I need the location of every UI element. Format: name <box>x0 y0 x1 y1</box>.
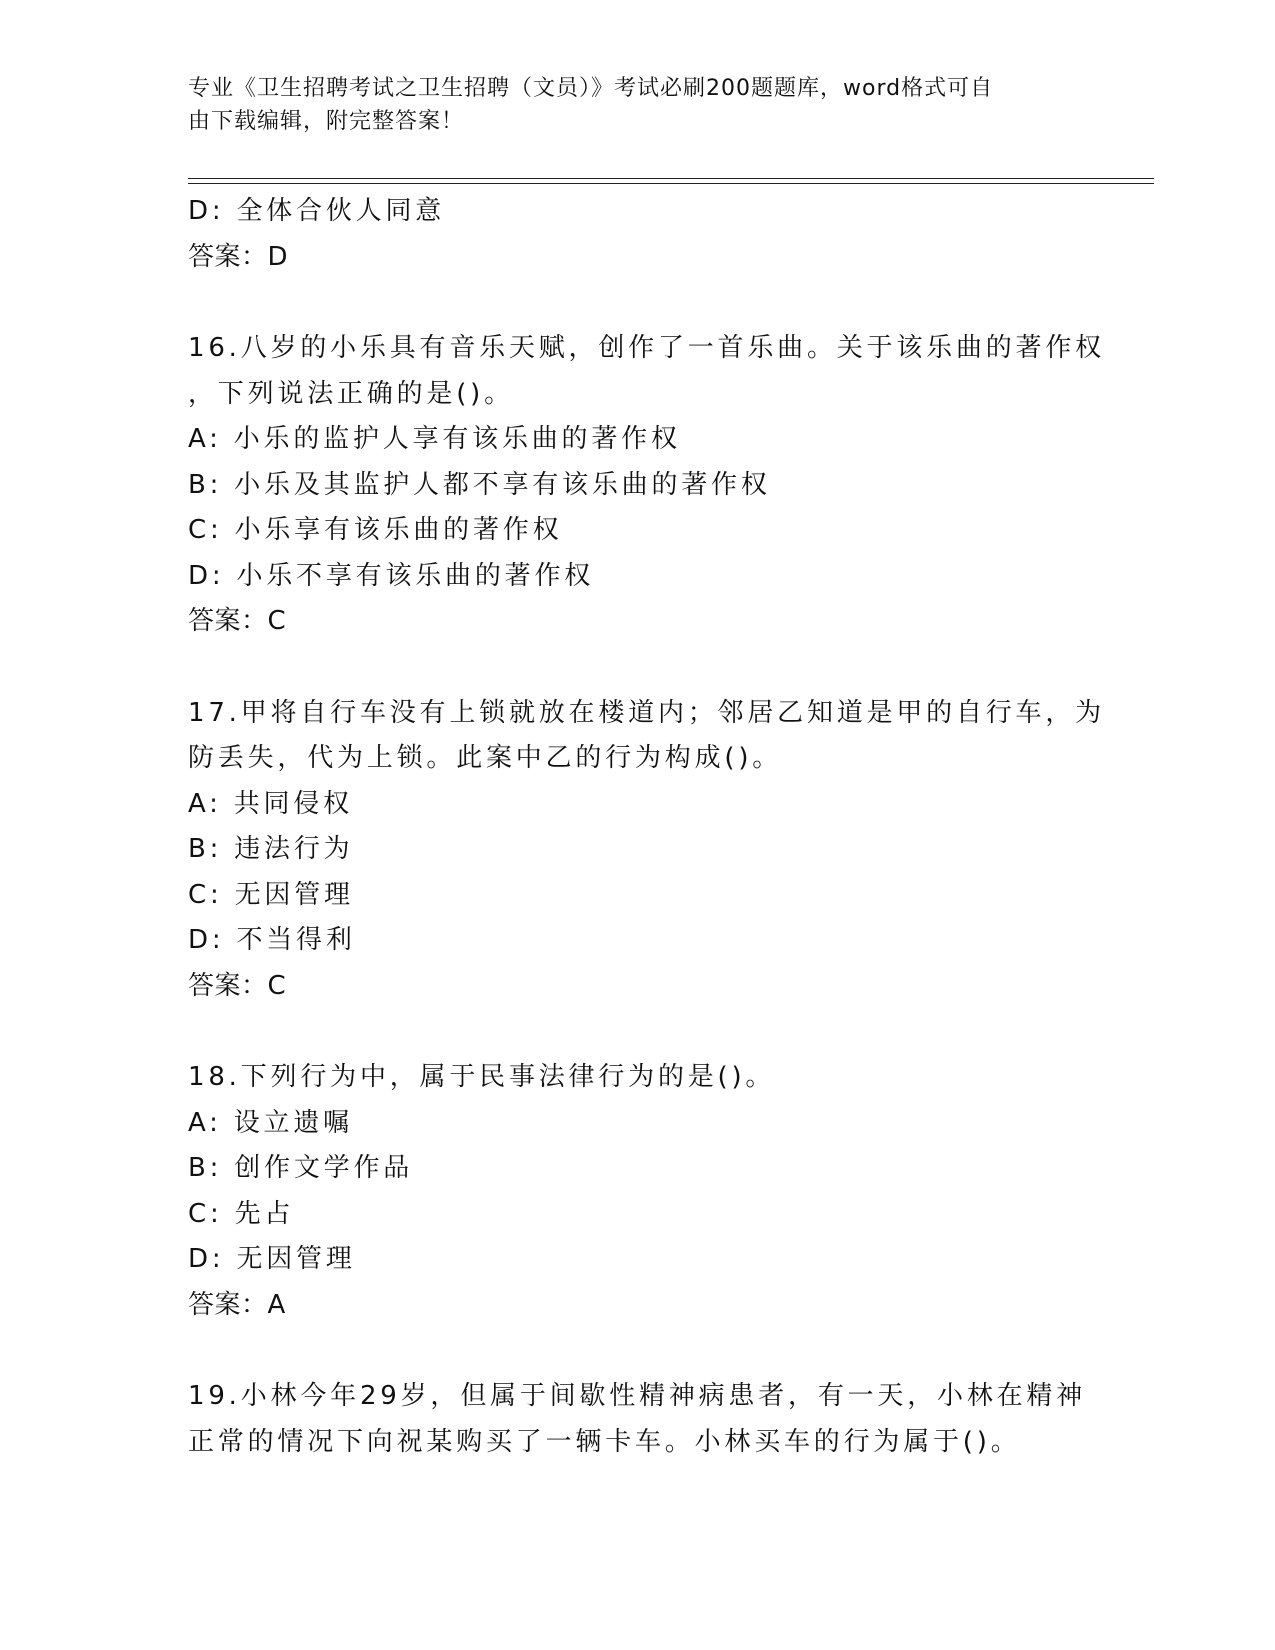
option-d: D: 小乐不享有该乐曲的著作权 <box>188 560 595 591</box>
header-divider-bottom <box>188 183 1154 184</box>
answer: 答案：C <box>188 606 287 636</box>
question-19 <box>188 1374 1088 1465</box>
question-17 <box>188 691 1105 1010</box>
option-d: D: 全体合伙人同意 <box>188 196 446 226</box>
option-a: A: 小乐的监护人享有该乐曲的著作权 <box>188 424 681 454</box>
option-c: C: 先占 <box>188 1198 295 1229</box>
answer: 答案：D <box>188 241 289 272</box>
question-stem-line-1: 18.下列行为中，属于民事法律行为的是()。 <box>188 1062 776 1092</box>
option-a: A: 设立遗嘱 <box>188 1107 353 1138</box>
question-18 <box>188 1055 1088 1328</box>
option-c: C: 小乐享有该乐曲的著作权 <box>188 515 563 545</box>
header-divider-top <box>188 178 1154 179</box>
header-line-2: 由下载编辑，附完整答案！ <box>188 109 465 134</box>
question-stem-line-2: 正常的情况下向祝某购买了一辆卡车。小林买车的行为属于()。 <box>188 1426 1021 1457</box>
prev-question-tail <box>188 189 1088 280</box>
header-line-1: 专业《卫生招聘考试之卫生招聘（文员）》考试必刷200题题库，word格式可自 <box>188 76 994 101</box>
document-header <box>188 72 1068 138</box>
question-stem-line-2: 防丢失，代为上锁。此案中乙的行为构成()。 <box>188 743 783 773</box>
answer: 答案：A <box>188 1289 286 1320</box>
question-stem-line-1: 19.小林今年29岁，但属于间歇性精神病患者，有一天，小林在精神 <box>188 1381 1087 1411</box>
question-list <box>188 189 1105 1465</box>
option-d: D: 不当得利 <box>188 925 356 955</box>
question-16 <box>188 326 1105 645</box>
option-c: C: 无因管理 <box>188 879 354 910</box>
question-stem-line-1: 17.甲将自行车没有上锁就放在楼道内；邻居乙知道是甲的自行车，为 <box>188 697 1105 728</box>
option-b: B: 小乐及其监护人都不享有该乐曲的著作权 <box>188 469 771 500</box>
option-d: D: 无因管理 <box>188 1244 356 1274</box>
answer: 答案：C <box>188 970 287 1001</box>
question-stem-line-2: ，下列说法正确的是()。 <box>188 378 514 409</box>
option-a: A: 共同侵权 <box>188 788 353 819</box>
question-stem-line-1: 16.八岁的小乐具有音乐天赋，创作了一首乐曲。关于该乐曲的著作权 <box>188 333 1105 363</box>
option-b: B: 创作文学作品 <box>188 1153 414 1183</box>
option-b: B: 违法行为 <box>188 834 354 864</box>
